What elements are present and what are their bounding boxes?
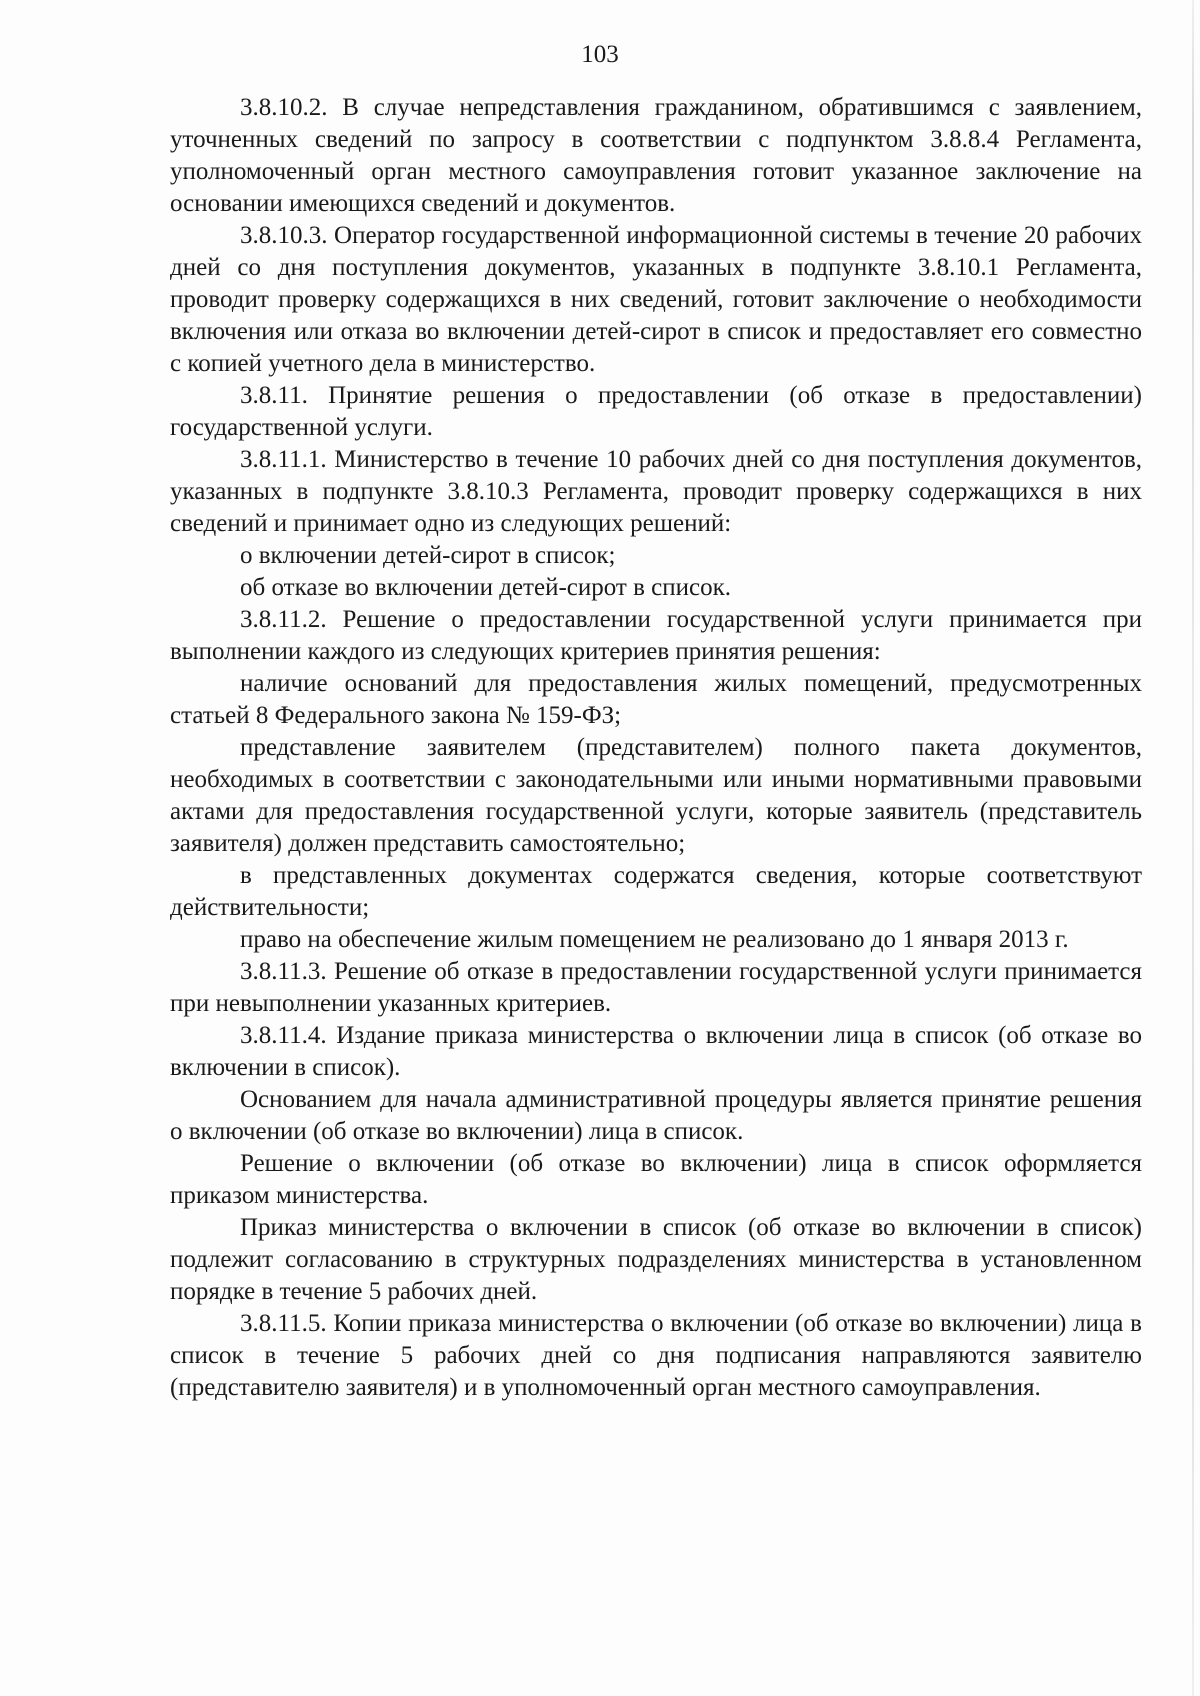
document-body: [170, 92, 1142, 1404]
paragraph-3-8-10-3: 3.8.10.3. Оператор государственной информационной системы в течение 20 рабочих дней со дня поступления документов, указанных в подпункте 3.8.10.1 Регламента, проводит проверку содержащихся в них сведений, готовит заключение о необходимости включения или отказа во включении детей-сирот в список и предоставляет его совместно с копией учетного дела в министерство.: [170, 222, 1142, 377]
paragraph-decision-form: Решение о включении (об отказе во включении) лица в список оформляется приказом министерства.: [170, 1150, 1142, 1209]
paragraph-3-8-11-1: 3.8.11.1. Министерство в течение 10 рабочих дней со дня поступления документов, указанных в подпункте 3.8.10.3 Регламента, проводит проверку содержащихся в них сведений и принимает одно из следующих решений:: [170, 446, 1142, 537]
page-number: 103: [581, 41, 619, 68]
criterion-accuracy: в представленных документах содержатся сведения, которые соответствуют действительности;: [170, 862, 1142, 921]
criterion-right-not-realized: право на обеспечение жилым помещением не реализовано до 1 января 2013 г.: [240, 926, 1069, 953]
paragraph-3-8-11-2: 3.8.11.2. Решение о предоставлении государственной услуги принимается при выполнении каждого из следующих критериев принятия решения:: [170, 606, 1142, 665]
criterion-grounds: наличие оснований для предоставления жилых помещений, предусмотренных статьей 8 Федерального закона № 159-ФЗ;: [170, 670, 1142, 729]
decision-option-refuse: об отказе во включении детей-сирот в список.: [240, 574, 732, 601]
criterion-documents: представление заявителем (представителем) полного пакета документов, необходимых в соответствии с законодательными или иными нормативными правовыми актами для предоставления государственной услуги, которые заявитель (представитель заявителя) должен представить самостоятельно;: [170, 734, 1142, 857]
paragraph-3-8-11-3: 3.8.11.3. Решение об отказе в предоставлении государственной услуги принимается при невыполнении указанных критериев.: [170, 958, 1142, 1017]
paragraph-3-8-11-4: 3.8.11.4. Издание приказа министерства о включении лица в список (об отказе во включении в список).: [170, 1022, 1142, 1081]
paragraph-3-8-10-2: 3.8.10.2. В случае непредставления гражданином, обратившимся с заявлением, уточненных сведений по запросу в соответствии с подпунктом 3.8.8.4 Регламента, уполномоченный орган местного самоуправления готовит указанное заключение на основании имеющихся сведений и документов.: [170, 94, 1142, 217]
paragraph-procedure-basis: Основанием для начала административной процедуры является принятие решения о включении (об отказе во включении) лица в список.: [170, 1086, 1142, 1145]
decision-option-include: о включении детей-сирот в список;: [240, 542, 616, 569]
paragraph-3-8-11: 3.8.11. Принятие решения о предоставлении (об отказе в предоставлении) государственной услуги.: [170, 382, 1142, 441]
paragraph-order-approval: Приказ министерства о включении в список (об отказе во включении в список) подлежит согласованию в структурных подразделениях министерства в установленном порядке в течение 5 рабочих дней.: [170, 1214, 1142, 1305]
scan-edge-artifact: [1192, 0, 1194, 1696]
paragraph-3-8-11-5: 3.8.11.5. Копии приказа министерства о включении (об отказе во включении) лица в список в течение 5 рабочих дней со дня подписания направляются заявителю (представителю заявителя) и в уполномоченный орган местного самоуправления.: [170, 1310, 1142, 1401]
